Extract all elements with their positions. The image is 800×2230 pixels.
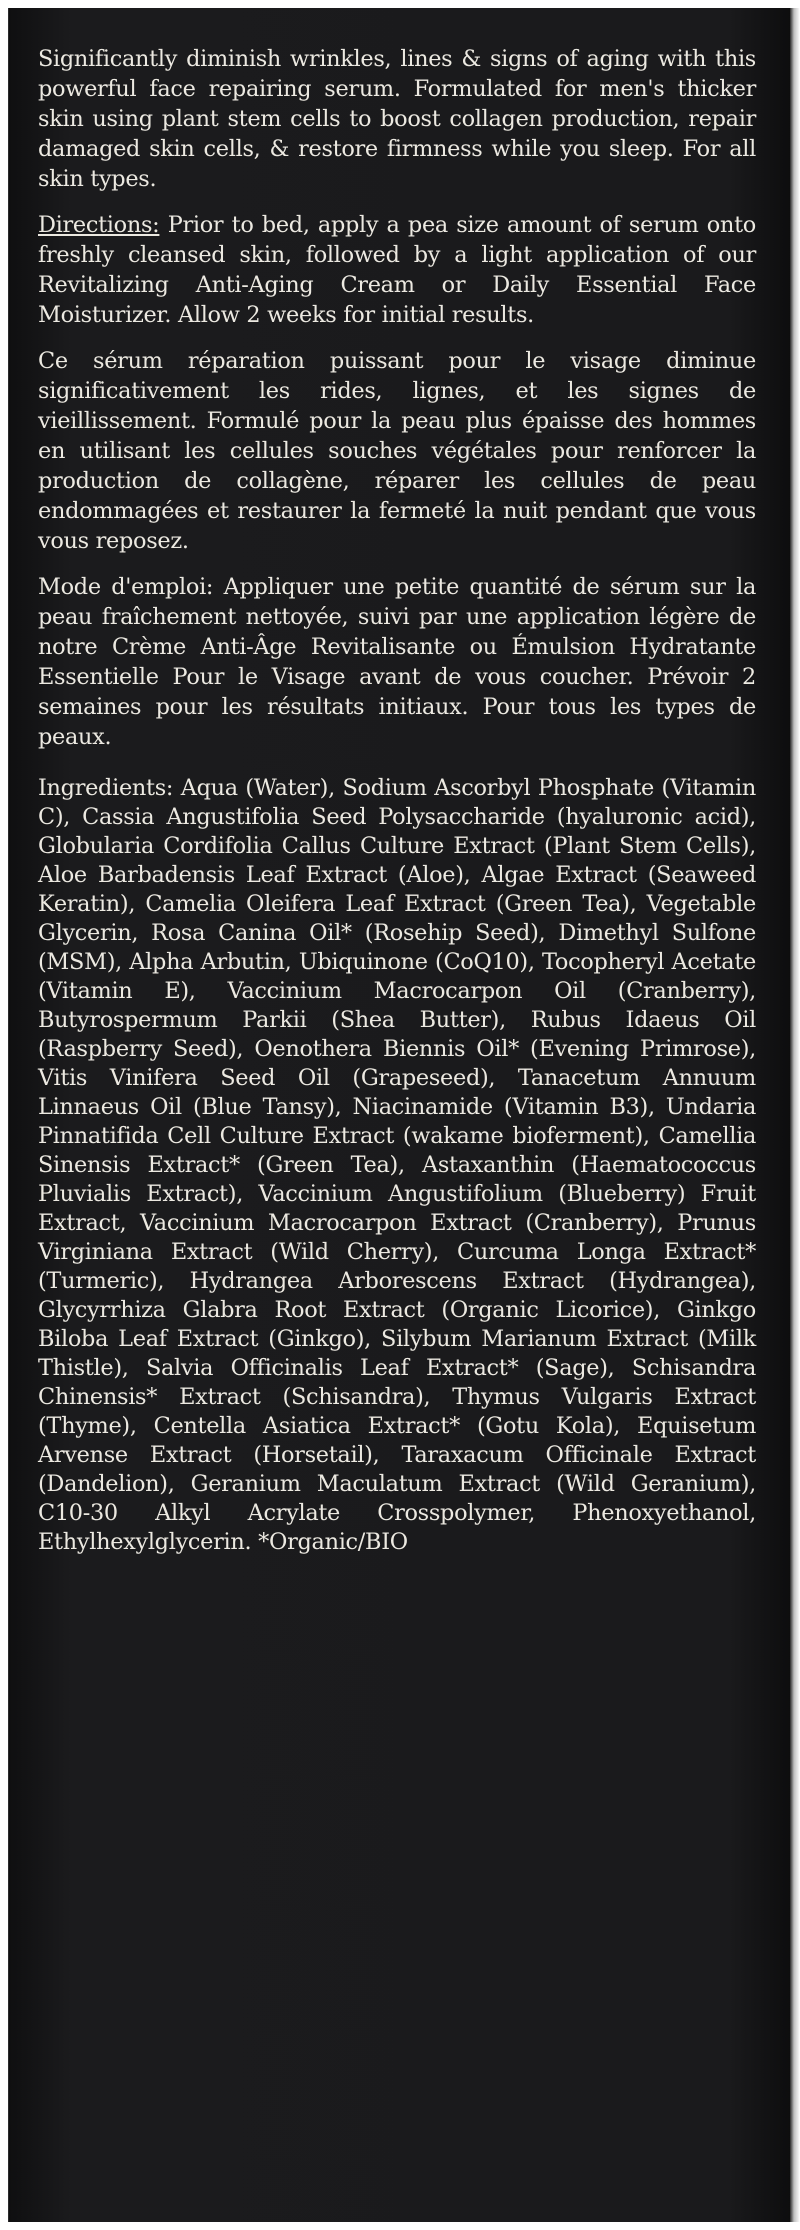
directions-label: Directions: <box>38 212 160 238</box>
ingredients-label: Ingredients: <box>38 775 174 801</box>
french-directions-label: Mode d'emploi: <box>38 574 214 600</box>
ingredients-paragraph <box>38 774 756 1557</box>
french-intro-paragraph: Ce sérum réparation puissant pour le visage diminue significativement les rides, lignes, et les signes de vieillissement. Formulé pour la peau plus épaisse des hommes en utilisant les cellules souches végétales pour renforcer la production de collagène, réparer les cellules de peau endommagées et restaurer la fermeté la nuit pendant que vous vous reposez. <box>38 348 756 554</box>
box-edge-highlight <box>790 8 800 2222</box>
intro-paragraph: Significantly diminish wrinkles, lines & signs of aging with this powerful face repairing serum. Formulated for men's thicker skin using plant stem cells to boost collagen production, repair damaged skin cells, & restore firmness while you sleep. For all skin types. <box>38 46 756 192</box>
label-text-block <box>38 44 756 1557</box>
french-directions-text: Appliquer une petite quantité de sérum sur la peau fraîchement nettoyée, suivi par une application légère de notre Crème Anti-Âge Revitalisante ou Émulsion Hydratante Essentielle Pour le Visage avant de vous coucher. Prévoir 2 semaines pour les résultats initiaux. Pour tous les types de peaux. <box>38 574 756 750</box>
directions-paragraph <box>38 210 756 330</box>
ingredients-text: Aqua (Water), Sodium Ascorbyl Phosphate (Vitamin C), Cassia Angustifolia Seed Polysaccharide (hyaluronic acid), Globularia Cordifolia Callus Culture Extract (Plant Stem Cells), Aloe Barbadensis Leaf Extract (Aloe), Algae Extract (Seaweed Keratin), Camelia Oleifera Leaf Extract (Green Tea), Vegetable Glycerin, Rosa Canina Oil* (Rosehip Seed), Dimethyl Sulfone (MSM), Alpha Arbutin, Ubiquinone (CoQ10), Tocopheryl Acetate (Vitamin E), Vaccinium Macrocarpon Oil (Cranberry), Butyrospermum Parkii (Shea Butter), Rubus Idaeus Oil (Raspberry Seed), Oenothera Biennis Oil* (Evening Primrose), Vitis Vinifera Seed Oil (Grapeseed), Tanacetum Annuum Linnaeus Oil (Blue Tansy), Niacinamide (Vitamin B3), Undaria Pinnatifida Cell Culture Extract (wakame bioferment), Camellia Sinensis Extract* (Green Tea), Astaxanthin (Haematococcus Pluvialis Extract), Vaccinium Angustifolium (Blueberry) Fruit Extract, Vaccinium Macrocarpon Extract (Cranberry), Prunus Virginiana Extract (Wild Cherry), Curcuma Longa Extract* (Turmeric), Hydrangea Arborescens Extract (Hydrangea), Glycyrrhiza Glabra Root Extract (Organic Licorice), Ginkgo Biloba Leaf Extract (Ginkgo), Silybum Marianum Extract (Milk Thistle), Salvia Officinalis Leaf Extract* (Sage), Schisandra Chinensis* Extract (Schisandra), Thymus Vulgaris Extract (Thyme), Centella Asiatica Extract* (Gotu Kola), Equisetum Arvense Extract (Horsetail), Taraxacum Officinale Extract (Dandelion), Geranium Maculatum Extract (Wild Geranium), C10-30 Alkyl Acrylate Crosspolymer, Phenoxyethanol, Ethylhexylglycerin. *Organic/BIO <box>38 775 756 1555</box>
directions-text: Prior to bed, apply a pea size amount of serum onto freshly cleansed skin, followed by a light application of our Revitalizing Anti-Aging Cream or Daily Essential Face Moisturizer. Allow 2 weeks for initial results. <box>38 212 756 328</box>
french-directions-paragraph <box>38 572 756 752</box>
